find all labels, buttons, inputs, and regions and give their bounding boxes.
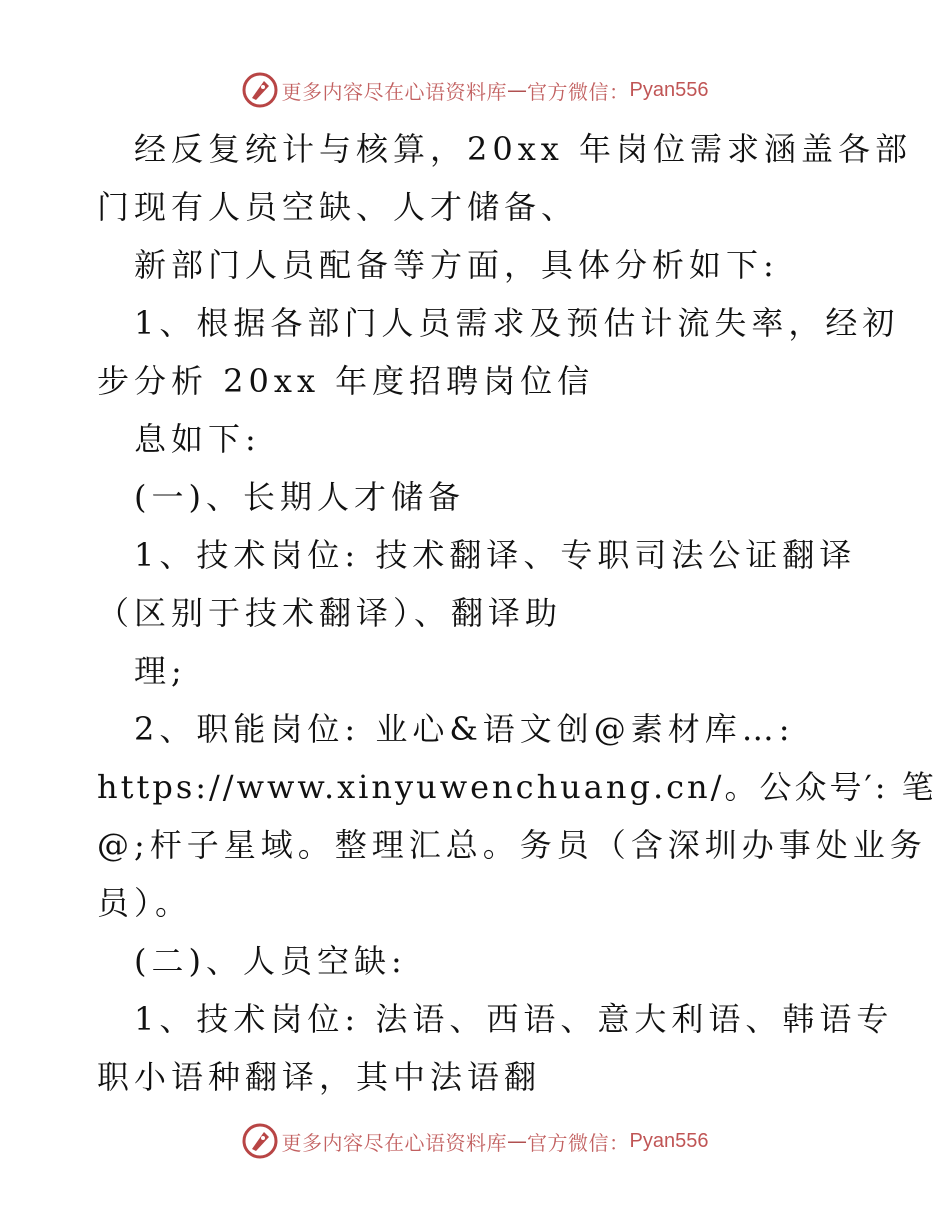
body-line: 理; bbox=[134, 652, 187, 690]
body-line: 1、技术岗位: 法语、西语、意大利语、韩语专 bbox=[134, 1000, 894, 1038]
watermark-label: 官方微信： bbox=[527, 1130, 630, 1155]
body-line: 门现有人员空缺、人才储备、 bbox=[97, 188, 579, 226]
watermark-text: 更多内容尽在心语资料库 bbox=[281, 1130, 508, 1155]
section-heading: (二)、人员空缺: bbox=[134, 942, 407, 980]
watermark-separator: — bbox=[507, 78, 528, 102]
body-line: （区别于技术翻译）、翻译助 bbox=[97, 594, 563, 632]
watermark-label: 官方微信： bbox=[527, 79, 630, 104]
footer-watermark bbox=[0, 1121, 950, 1161]
body-line: 1、技术岗位: 技术翻译、专职司法公证翻译 bbox=[134, 536, 857, 574]
watermark-text: 更多内容尽在心语资料库 bbox=[281, 79, 508, 104]
pen-nib-logo-icon bbox=[242, 1123, 278, 1159]
body-line: 员）。 bbox=[97, 884, 193, 922]
body-line: 经反复统计与核算，20xx 年岗位需求涵盖各部 bbox=[134, 130, 912, 168]
body-line: 新部门人员配备等方面，具体分析如下: bbox=[134, 246, 779, 284]
body-line: 职小语种翻译，其中法语翻 bbox=[97, 1058, 542, 1096]
watermark-id: Pyan556 bbox=[629, 78, 709, 101]
body-line: 步分析 20xx 年度招聘岗位信 bbox=[97, 362, 595, 400]
body-line: 息如下: bbox=[134, 420, 261, 458]
body-line: 2、职能岗位: 业心&语文创@素材库…: bbox=[134, 710, 795, 748]
body-line: 1、根据各部门人员需求及预估计流失率，经初 bbox=[134, 304, 900, 342]
watermark-id: Pyan556 bbox=[629, 1129, 709, 1152]
section-heading: (一)、长期人才储备 bbox=[134, 478, 465, 516]
body-line: @;杆子星域。整理汇总。务员（含深圳办事处业务 bbox=[97, 826, 927, 864]
watermark-separator: — bbox=[507, 1129, 528, 1153]
body-line: https://www.xinyuwenchuang.cn/。公众号′: 笔 bbox=[97, 768, 937, 806]
